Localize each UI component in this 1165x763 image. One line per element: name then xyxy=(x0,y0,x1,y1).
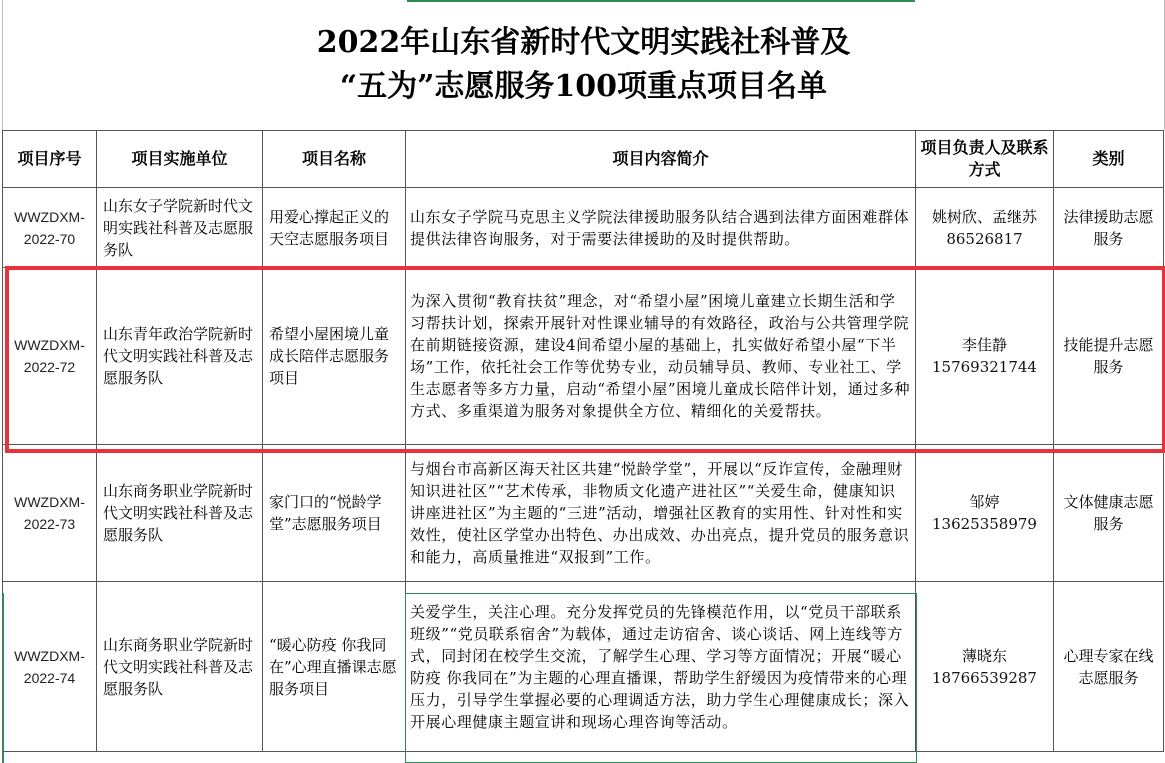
contact-name: 姚树欣、孟继苏 xyxy=(931,207,1037,226)
cell-unit[interactable]: 山东商务职业学院新时代文明实践社科普及志愿服务队 xyxy=(97,582,263,752)
cell-name[interactable]: 用爱心撑起正义的天空志愿服务项目 xyxy=(263,188,406,268)
cell-contact[interactable] xyxy=(916,268,1054,445)
header-id[interactable]: 项目序号 xyxy=(3,131,97,188)
cell-id[interactable]: WWZDXM-2022-73 xyxy=(3,445,97,582)
cell-desc[interactable]: 为深入贯彻“教育扶贫”理念，对“希望小屋”困境儿童建立长期生活和学习帮扶计划，探索开展针对性课业辅导的有效路径，政治与公共管理学院在前期链接资源，建设4间希望小屋的基础上，扎实做好希望小屋“下半场”工作，依托社会工作等优势专业，动员辅导员、教师、专业社工、学生志愿者等多方力量，启动“希望小屋”困境儿童成长陪伴计划，通过多种方式、多重渠道为服务对象提供全方位、精细化的关爱帮扶。 xyxy=(406,268,916,445)
cell-unit[interactable]: 山东女子学院新时代文明实践社科普及志愿服务队 xyxy=(97,188,263,268)
cell-desc[interactable]: 关爱学生，关注心理。充分发挥党员的先锋模范作用，以“党员干部联系班级”“党员联系宿舍”为载体，通过走访宿舍、谈心谈话、网上连线等方式，同封闭在校学生交流，了解学生心理、学习等方面情况；开展“暖心防疫 你我同在”为主题的心理直播课，帮助学生舒缓因为疫情带来的心理压力，引导学生掌握必要的心理调适方法，助力学生心理健康成长；深入开展心理健康主题宣讲和现场心理咨询等活动。 xyxy=(406,582,916,752)
header-unit[interactable]: 项目实施单位 xyxy=(97,131,263,188)
cell-contact[interactable] xyxy=(916,188,1054,268)
contact-name: 薄晓东 xyxy=(961,646,1007,665)
cell-id[interactable]: WWZDXM-2022-70 xyxy=(3,188,97,268)
selection-row-edge xyxy=(2,593,4,763)
table-row xyxy=(3,582,1164,752)
cell-contact[interactable] xyxy=(916,445,1054,582)
cell-category[interactable]: 法律援助志愿服务 xyxy=(1054,188,1164,268)
cell-desc[interactable]: 山东女子学院马克思主义学院法律援助服务队结合遇到法律方面困难群体提供法律咨询服务，对于需要法律援助的及时提供帮助。 xyxy=(406,188,916,268)
cell-id[interactable]: WWZDXM-2022-74 xyxy=(3,582,97,752)
contact-phone: 15769321744 xyxy=(932,358,1037,376)
page-title-line1: 2022年山东省新时代文明实践社科普及 xyxy=(316,25,851,60)
cell-unit[interactable]: 山东商务职业学院新时代文明实践社科普及志愿服务队 xyxy=(97,445,263,582)
contact-phone: 86526817 xyxy=(946,229,1023,248)
title-cell[interactable] xyxy=(2,0,1165,130)
contact-name: 邹婷 xyxy=(969,493,1000,511)
cell-name[interactable]: 希望小屋困境儿童成长陪伴志愿服务项目 xyxy=(263,268,406,445)
cell-name[interactable]: 家门口的“悦龄学堂”志愿服务项目 xyxy=(263,445,406,582)
page-title-line2: “五为”志愿服务100项重点项目名单 xyxy=(339,69,828,104)
contact-phone: 18766539287 xyxy=(932,668,1037,687)
cell-contact[interactable] xyxy=(916,582,1054,752)
header-desc[interactable]: 项目内容简介 xyxy=(406,131,916,188)
cell-category[interactable]: 心理专家在线志愿服务 xyxy=(1054,582,1164,752)
cell-name[interactable]: “暖心防疫 你我同在”心理直播课志愿服务项目 xyxy=(263,582,406,752)
table-row xyxy=(3,268,1164,445)
cell-category[interactable]: 技能提升志愿服务 xyxy=(1054,268,1164,445)
contact-name: 李佳静 xyxy=(961,336,1007,354)
header-row xyxy=(3,131,1164,188)
cell-category[interactable]: 文体健康志愿服务 xyxy=(1054,445,1164,582)
header-name[interactable]: 项目名称 xyxy=(263,131,406,188)
cell-id[interactable]: WWZDXM-2022-72 xyxy=(3,268,97,445)
cell-unit[interactable]: 山东青年政治学院新时代文明实践社科普及志愿服务队 xyxy=(97,268,263,445)
header-contact[interactable]: 项目负责人及联系方式 xyxy=(916,131,1054,188)
header-category[interactable]: 类别 xyxy=(1054,131,1164,188)
cell-desc[interactable]: 与烟台市高新区海天社区共建“悦龄学堂”，开展以“反诈宣传，金融理财知识进社区”“艺术传承，非物质文化遗产进社区”“关爱生命，健康知识讲座进社区”为主题的“三进”活动，增强社区教育的实用性、针对性和实效性，使社区学堂办出特色、办出成效、办出亮点，提升党员的服务意识和能力，高质量推进“双报到”工作。 xyxy=(406,445,916,582)
contact-phone: 13625358979 xyxy=(932,515,1037,533)
table-row xyxy=(3,188,1164,268)
table-row xyxy=(3,445,1164,582)
project-table xyxy=(2,130,1164,752)
